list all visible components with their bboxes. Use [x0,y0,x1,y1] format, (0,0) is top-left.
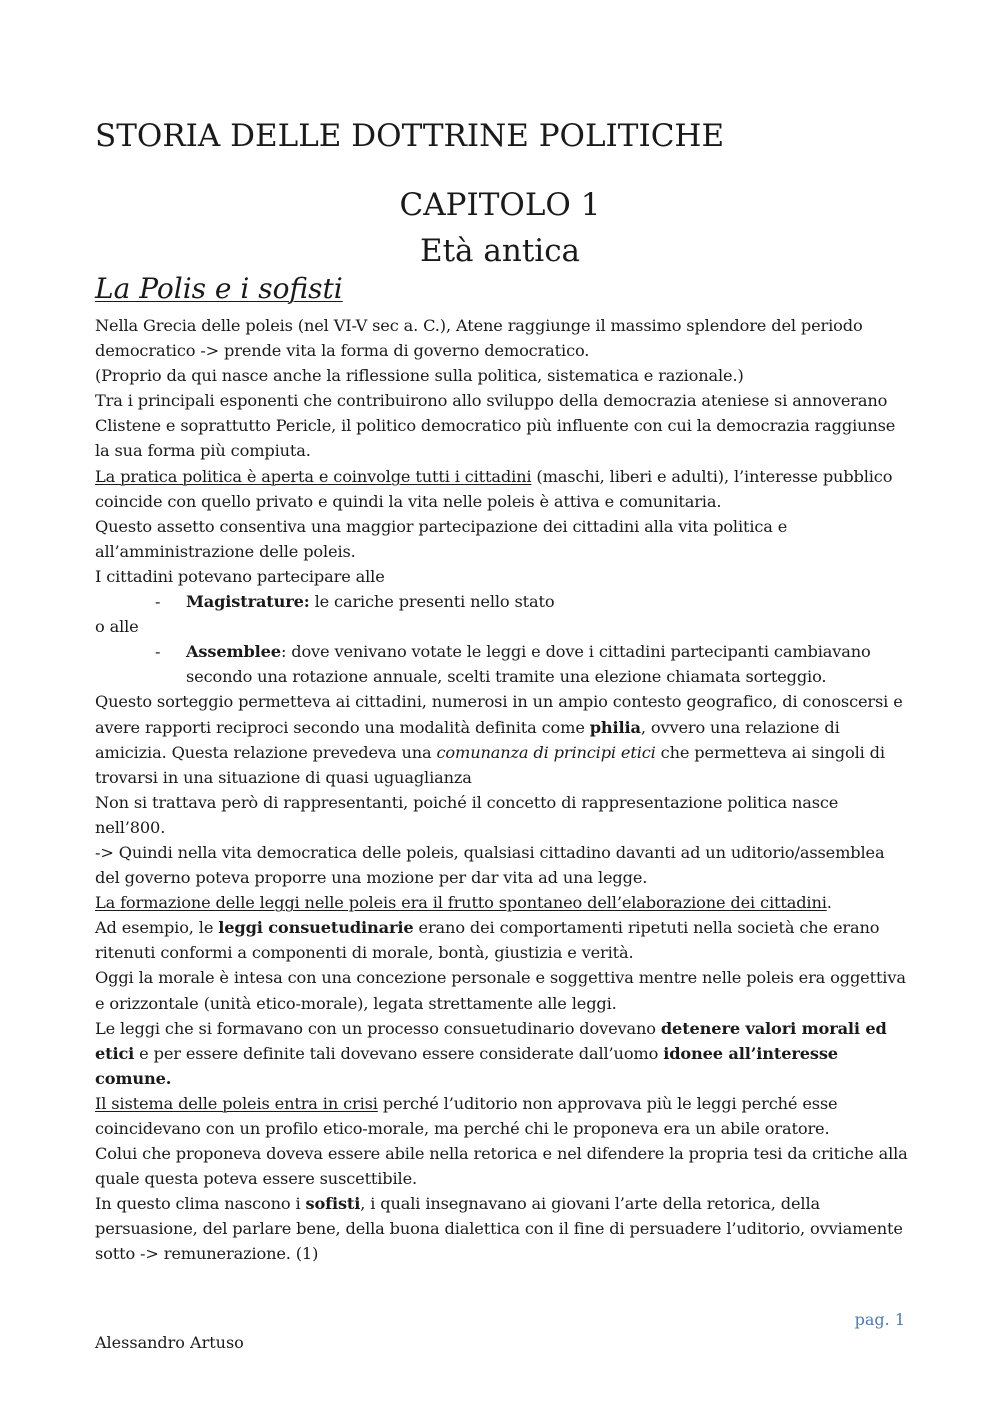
list-item [95,589,910,614]
text-run: Le leggi che si formavano con un processo consuetudinario dovevano [95,1018,661,1038]
underlined-text: Il sistema delle poleis entra in crisi [95,1093,378,1113]
paragraph: Oggi la morale è intesa con una concezione personale e soggettiva mentre nelle poleis era oggettiva e orizzontale (unità etico-morale), legata strettamente alle leggi. [95,968,906,1013]
paragraph: I cittadini potevano partecipare alle [95,566,385,586]
underlined-text: La formazione delle leggi nelle poleis era il frutto spontaneo dell’elaborazione dei cittadini [95,893,827,913]
paragraph: Non si trattava però di rappresentanti, poiché il concetto di rappresentazione politica nasce nell’800. [95,792,839,837]
paragraph [95,1191,910,1266]
list-item-text [186,639,910,689]
paragraph: Nella Grecia delle poleis (nel VI-V sec a. C.), Atene raggiunge il massimo splendore del periodo democratico -> prende vita la forma di governo democratico. [95,316,863,361]
bullet-dash: - [155,642,161,662]
paragraph: -> Quindi nella vita democratica delle poleis, qualsiasi cittadino davanti ad un uditorio/assemblea del governo poteva proporre una mozione per dar vita ad una legge. [95,842,885,888]
chapter-subtitle: Età antica [419,233,581,269]
bold-text: leggi consuetudinarie [218,918,414,938]
text-run: perché l’uditorio non approvava più le leggi perché esse coincidevano con un profilo etico-morale, ma perché chi le proponeva era un abile oratore. [95,1093,838,1138]
paragraph [95,689,910,789]
paragraph [95,464,910,514]
bold-text: Magistrature: [186,592,310,612]
bold-text: Assemblee [186,642,281,662]
text-run: erano dei comportamenti ripetuti nella società che erano ritenuti conformi a componenti di morale, bontà, giustizia e verità. [95,918,880,963]
underlined-text: La pratica politica è aperta e coinvolge tutti i cittadini [95,466,532,486]
paragraph: (Proprio da qui nasce anche la riflessione sulla politica, sistematica e razionale.) [95,366,744,386]
list-item-text [186,589,910,614]
bold-text: philia [589,717,641,737]
chapter-heading [0,182,1000,274]
text-run: In questo clima nascono i [95,1194,306,1214]
bold-text: idonee all’interesse comune. [95,1043,838,1088]
text-run: che permetteva ai singoli di trovarsi in una situazione di quasi uguaglianza [95,742,885,787]
bold-text: sofisti [305,1194,361,1214]
author-name: Alessandro Artuso [95,1333,244,1352]
section-title: La Polis e i sofisti [95,272,343,305]
paragraph [95,890,910,915]
document-title: STORIA DELLE DOTTRINE POLITICHE [95,118,725,154]
chapter-number: CAPITOLO 1 [399,187,601,223]
text-run: (maschi, liberi e adulti), l’interesse pubblico coincide con quello privato e quindi la vita nelle poleis è attiva e comunitaria. [95,466,893,511]
list-item [95,639,910,689]
italic-text: comunanza di principi etici [436,742,656,762]
bullet-dash: - [155,592,161,612]
text-run: , i quali insegnavano ai giovani l’arte della retorica, della persuasione, del parlare bene, della buona dialettica con il fine di persuadere l’uditorio, ovviamente sotto -> remunerazione. (1) [95,1194,903,1264]
page-number: pag. 1 [854,1310,905,1329]
text-run: Ad esempio, le [95,918,219,938]
paragraph: Tra i principali esponenti che contribuirono allo sviluppo della democrazia ateniese si annoverano Clistene e soprattutto Pericle, il politico democratico più influente con cui la democrazia raggiunse la sua forma più compiuta. [95,391,896,461]
text-run: , ovvero una relazione di amicizia. Questa relazione prevedeva una [95,717,840,762]
paragraph [95,1091,910,1141]
bold-text: detenere valori morali ed etici [95,1018,887,1063]
text-run: : dove venivano votate le leggi e dove i cittadini partecipanti cambiavano secondo una rotazione annuale, scelti tramite una elezione chiamata sorteggio. [186,642,871,687]
text-run: Questo sorteggio permetteva ai cittadini, numerosi in un ampio contesto geografico, di conoscersi e avere rapporti reciproci secondo una modalità definita come [95,692,903,737]
paragraph [95,915,910,965]
paragraph [95,1016,910,1091]
text-run: . [826,893,832,913]
paragraph: Colui che proponeva doveva essere abile nella retorica e nel difendere la propria tesi da critiche alla quale questa poteva essere suscettibile. [95,1144,908,1189]
body-text [95,313,910,1267]
text-run: le cariche presenti nello stato [309,592,555,612]
paragraph: o alle [95,617,139,637]
paragraph: Questo assetto consentiva una maggior partecipazione dei cittadini alla vita politica e all’amministrazione delle poleis. [95,516,788,561]
text-run: e per essere definite tali dovevano essere considerate dall’uomo [134,1043,664,1063]
